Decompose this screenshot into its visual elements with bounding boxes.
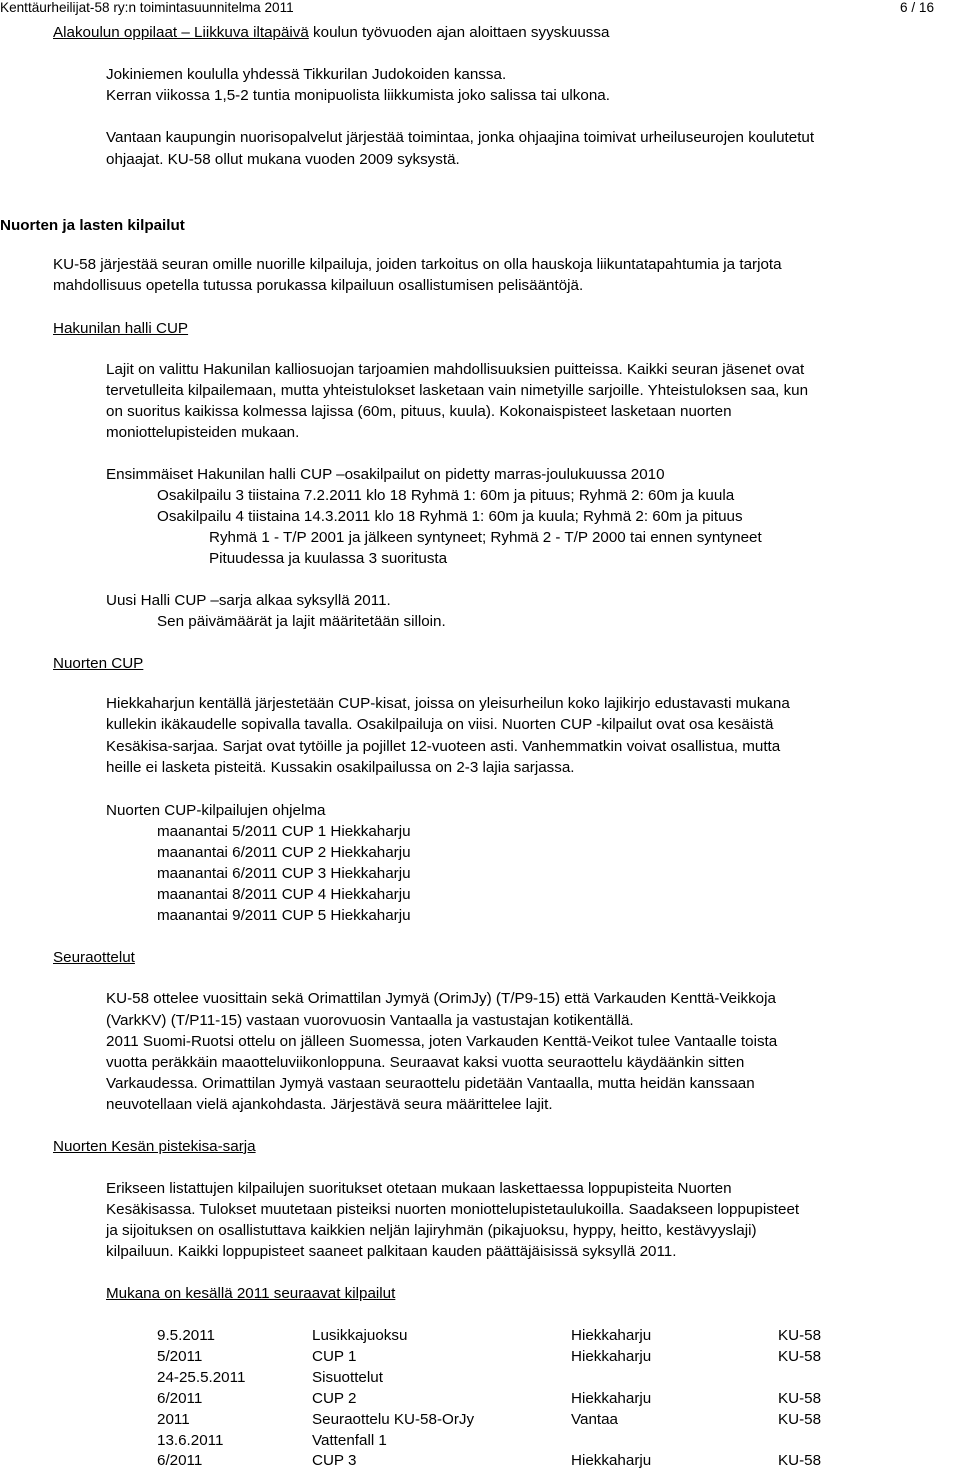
intro-heading: [53, 24, 609, 42]
section-p-line: mahdollisuus opetella tutussa porukassa kilpailuun osallistumisen pelisääntöjä.: [53, 277, 584, 294]
hakunila-new-line: Sen päivämäärät ja lajit määritetään silloin.: [157, 613, 446, 630]
program-item: maanantai 6/2011 CUP 3 Hiekkaharju: [157, 865, 411, 882]
seuraottelut-p-line: neuvotellaan vielä ajankohdasta. Järjestävä seura määrittelee lajit.: [106, 1096, 553, 1113]
document-header-title: Kenttäurheilijat-58 ry:n toimintasuunnitelma 2011: [0, 0, 294, 15]
cell-organizer: KU-58: [778, 1452, 822, 1469]
seuraottelut-title: Seuraottelut: [53, 949, 135, 966]
kesa-p-line: kilpailuun. Kaikki loppupisteet saaneet palkitaan kauden päättäjäisissä syksyllä 2011.: [106, 1243, 677, 1260]
intro-heading-underlined: Alakoulun oppilaat – Liikkuva iltapäivä: [53, 24, 309, 41]
kesa-p-line: Kesäkisassa. Tulokset muutetaan pisteiksi nuorten moniottelupistetaulukoilla. Saadakseen loppupisteet: [106, 1201, 800, 1218]
cell-place: Hiekkaharju: [571, 1390, 652, 1407]
cell-date: 2011: [157, 1411, 190, 1428]
intro-p1-line: Kerran viikossa 1,5-2 tuntia monipuolista liikkumista joko salissa tai ulkona.: [106, 87, 610, 104]
cell-event: Lusikkajuoksu: [312, 1327, 408, 1344]
program-item: maanantai 8/2011 CUP 4 Hiekkaharju: [157, 886, 411, 903]
program-item: maanantai 9/2011 CUP 5 Hiekkaharju: [157, 907, 411, 924]
cell-organizer: KU-58: [778, 1390, 822, 1407]
page-number: 6 / 16: [900, 0, 935, 15]
hakunila-new-line: Uusi Halli CUP –sarja alkaa syksyllä 2011.: [106, 592, 391, 609]
kesa-title: Nuorten Kesän pistekisa-sarja: [53, 1138, 256, 1155]
cell-place: Vantaa: [571, 1411, 619, 1428]
cell-event: CUP 3: [312, 1452, 357, 1469]
section-title: Nuorten ja lasten kilpailut: [0, 217, 185, 234]
cell-event: CUP 1: [312, 1348, 357, 1365]
cell-organizer: KU-58: [778, 1411, 822, 1428]
intro-p2-line: ohjaajat. KU-58 ollut mukana vuoden 2009 syksystä.: [106, 151, 460, 168]
cell-date: 6/2011: [157, 1452, 203, 1469]
hakunila-first-line: Osakilpailu 3 tiistaina 7.2.2011 klo 18 Ryhmä 1: 60m ja pituus; Ryhmä 2: 60m ja kuula: [157, 487, 735, 504]
nuorten-cup-p-line: Kesäkisa-sarjaa. Sarjat ovat tytöille ja pojillet 12-vuoteen asti. Vanhemmatkin voivat osallistua, mutta: [106, 738, 781, 755]
hakunila-p-line: tervetulleita kilpailemaan, mutta yhteistulokset lasketaan vain nimetyille sarjoille. Yhteistuloksen saa, kun: [106, 382, 809, 399]
section-p-line: KU-58 järjestää seuran omille nuorille kilpailuja, joiden tarkoitus on olla hauskoja liikuntatapahtumia ja tarjota: [53, 256, 782, 273]
nuorten-cup-title: Nuorten CUP: [53, 655, 144, 672]
nuorten-cup-p-line: Hiekkaharjun kentällä järjestetään CUP-kisat, joissa on yleisurheilun koko lajikirjo edustavasti mukana: [106, 695, 790, 712]
cell-organizer: KU-58: [778, 1348, 822, 1365]
seuraottelut-p-line: vuotta peräkkäin maaotteluviikonloppuna. Seuraavat kaksi vuotta seuraottelu käydäänkin sitten: [106, 1054, 745, 1071]
hakunila-title: Hakunilan halli CUP: [53, 320, 189, 337]
cell-date: 9.5.2011: [157, 1327, 215, 1344]
intro-p2-line: Vantaan kaupungin nuorisopalvelut järjestää toimintaa, jonka ohjaajina toimivat urheiluseurojen koulutetut: [106, 129, 815, 146]
program-item: maanantai 6/2011 CUP 2 Hiekkaharju: [157, 844, 411, 861]
kesa-list-title: Mukana on kesällä 2011 seuraavat kilpailut: [106, 1285, 396, 1302]
hakunila-first-line: Ensimmäiset Hakunilan halli CUP –osakilpailut on pidetty marras-joulukuussa 2010: [106, 466, 665, 483]
program-title: Nuorten CUP-kilpailujen ohjelma: [106, 802, 326, 819]
cell-event: CUP 2: [312, 1390, 357, 1407]
hakunila-p-line: on suoritus kaikissa kolmessa lajissa (60m, pituus, kuula). Kokonaispisteet lasketaan nuorten: [106, 403, 732, 420]
cell-event: Vattenfall 1: [312, 1432, 387, 1449]
seuraottelut-p-line: (VarkKV) (T/P11-15) vastaan vuorovuosin Vantaalla ja vastustajan kotikentällä.: [106, 1012, 634, 1029]
intro-heading-rest: koulun työvuoden ajan aloittaen syyskuussa: [308, 24, 610, 41]
kesa-p-line: ja sijoituksen on osallistuttava kaikkien neljän lajiryhmän (pikajuoksu, hyppy, heitto, kestävyyslaji): [106, 1222, 757, 1239]
cell-place: Hiekkaharju: [571, 1327, 652, 1344]
hakunila-p-line: Lajit on valittu Hakunilan kalliosuojan tarjoamien mahdollisuuksien puitteissa. Kaikki seuran jäsenet ovat: [106, 361, 805, 378]
seuraottelut-p-line: 2011 Suomi-Ruotsi ottelu on jälleen Suomessa, joten Varkauden Kenttä-Veikot tulee Vantaalle toista: [106, 1033, 778, 1050]
seuraottelut-p-line: Varkaudessa. Orimattilan Jymyä vastaan seuraottelu pidetään Vantaalla, mutta heidän kanssaan: [106, 1075, 755, 1092]
cell-organizer: KU-58: [778, 1327, 822, 1344]
intro-p1-line: Jokiniemen koululla yhdessä Tikkurilan Judokoiden kanssa.: [106, 66, 507, 83]
cell-date: 6/2011: [157, 1390, 203, 1407]
seuraottelut-p-line: KU-58 ottelee vuosittain sekä Orimattilan Jymyä (OrimJy) (T/P9-15) että Varkauden Kenttä-Veikkoja: [106, 990, 776, 1007]
cell-place: Hiekkaharju: [571, 1452, 652, 1469]
cell-date: 13.6.2011: [157, 1432, 224, 1449]
hakunila-first-line: Pituudessa ja kuulassa 3 suoritusta: [209, 550, 448, 567]
kesa-p-line: Erikseen listattujen kilpailujen suoritukset otetaan mukaan laskettaessa loppupisteita Nuorten: [106, 1180, 732, 1197]
nuorten-cup-p-line: kullekin ikäkaudelle sopivalla tavalla. Osakilpailuja on viisi. Nuorten CUP -kilpailut ovat osa kesäistä: [106, 716, 774, 733]
hakunila-first-line: Osakilpailu 4 tiistaina 14.3.2011 klo 18 Ryhmä 1: 60m ja kuula; Ryhmä 2: 60m ja pituus: [157, 508, 743, 525]
hakunila-p-line: moniottelupisteiden mukaan.: [106, 424, 300, 441]
cell-event: Sisuottelut: [312, 1369, 383, 1386]
cell-place: Hiekkaharju: [571, 1348, 652, 1365]
cell-date: 24-25.5.2011: [157, 1369, 246, 1386]
cell-date: 5/2011: [157, 1348, 203, 1365]
cell-event: Seuraottelu KU-58-OrJy: [312, 1411, 475, 1428]
nuorten-cup-p-line: heille ei lasketa pisteitä. Kussakin osakilpailussa on 2-3 lajia sarjassa.: [106, 759, 575, 776]
program-item: maanantai 5/2011 CUP 1 Hiekkaharju: [157, 823, 411, 840]
hakunila-first-line: Ryhmä 1 - T/P 2001 ja jälkeen syntyneet; Ryhmä 2 - T/P 2000 tai ennen syntyneet: [209, 529, 762, 546]
